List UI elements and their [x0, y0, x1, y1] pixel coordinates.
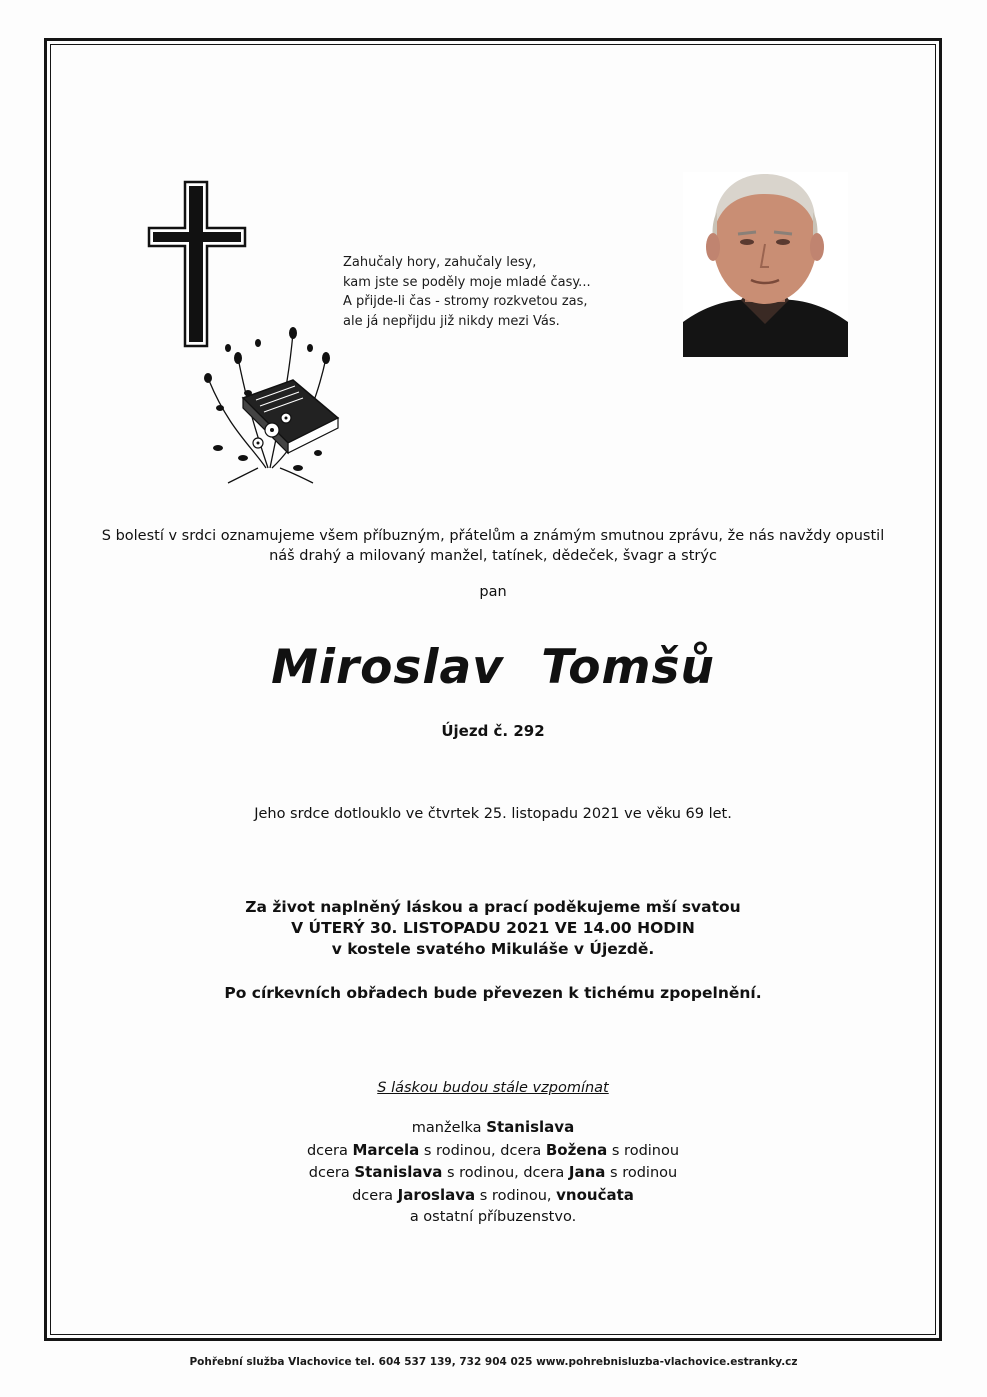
mass-location: v kostele svatého Mikuláše v Újezdě. — [331, 940, 655, 958]
mourner-relation: dcera — [306, 1142, 353, 1159]
last-name: Tomšů — [541, 640, 715, 695]
deceased-name — [90, 640, 896, 695]
deceased-address: Újezd č. 292 — [441, 722, 545, 740]
mourner-name: vnoučata — [556, 1185, 634, 1204]
mourner-row — [90, 1207, 896, 1229]
honorific: pan — [479, 584, 507, 600]
portrait-photo — [683, 172, 848, 357]
announcement-text — [90, 526, 896, 566]
mourner-name: Jana — [568, 1163, 606, 1181]
announcement-line: S bolestí v srdci oznamujeme všem příbuzným, přátelům a známým smutnou zprávu, že nás navždy opustil — [101, 528, 885, 544]
mourner-relation: manželka — [411, 1120, 487, 1136]
mourner-name: Božena — [545, 1140, 608, 1159]
mourner-row — [90, 1140, 896, 1163]
book-and-flowers-illustration — [198, 318, 343, 486]
mourner-name: Stanislava — [486, 1118, 575, 1136]
mourner-relation: s rodinou — [605, 1165, 678, 1181]
death-notice: Jeho srdce dotlouklo ve čtvrtek 25. listopadu 2021 ve věku 69 let. — [254, 806, 732, 822]
mourner-name: Jaroslava — [397, 1185, 476, 1204]
cremation-note: Po církevních obřadech bude převezen k tichému zpopelnění. — [224, 984, 762, 1002]
mourners-heading: S láskou budou stále vzpomínat — [377, 1080, 609, 1096]
mass-date-time: V ÚTERÝ 30. LISTOPADU 2021 VE 14.00 HODIN — [291, 919, 695, 937]
mourner-name: Stanislava — [354, 1163, 443, 1181]
poem-line: kam jste se poděly moje mladé časy... — [343, 274, 591, 290]
mourner-relation: dcera — [352, 1187, 398, 1204]
mourner-relation: s rodinou, dcera — [419, 1142, 546, 1159]
poem-line: A přijde-li čas - stromy rozkvetou zas, — [343, 294, 588, 309]
poem-line: Zahučaly hory, zahučaly lesy, — [343, 255, 537, 270]
mass-line: Za život naplněný láskou a prací poděkujeme mší svatou — [245, 898, 741, 916]
announcement-line: náš drahý a milovaný manžel, tatínek, dědeček, švagr a strýc — [269, 548, 717, 564]
mourner-name: Marcela — [352, 1140, 420, 1159]
mourner-relation: s rodinou, — [475, 1187, 557, 1204]
mourners-list — [90, 1117, 896, 1229]
first-name: Miroslav — [271, 640, 504, 695]
mourner-relation: a ostatní příbuzenstvo. — [409, 1209, 577, 1225]
mourner-row — [90, 1185, 896, 1208]
funeral-mass-info — [90, 897, 896, 960]
mourner-relation: s rodinou, dcera — [442, 1165, 569, 1181]
mourner-relation: s rodinou — [607, 1142, 680, 1159]
memorial-poem — [343, 253, 623, 331]
poem-line: ale já nepřijdu již nikdy mezi Vás. — [343, 313, 560, 329]
funeral-service-footer: Pohřební služba Vlachovice tel. 604 537 139, 732 904 025 www.pohrebnisluzba-vlachovice.estranky.cz — [189, 1356, 798, 1368]
mourner-row — [90, 1162, 896, 1185]
mourner-relation: dcera — [308, 1165, 355, 1181]
mourner-row — [90, 1117, 896, 1140]
